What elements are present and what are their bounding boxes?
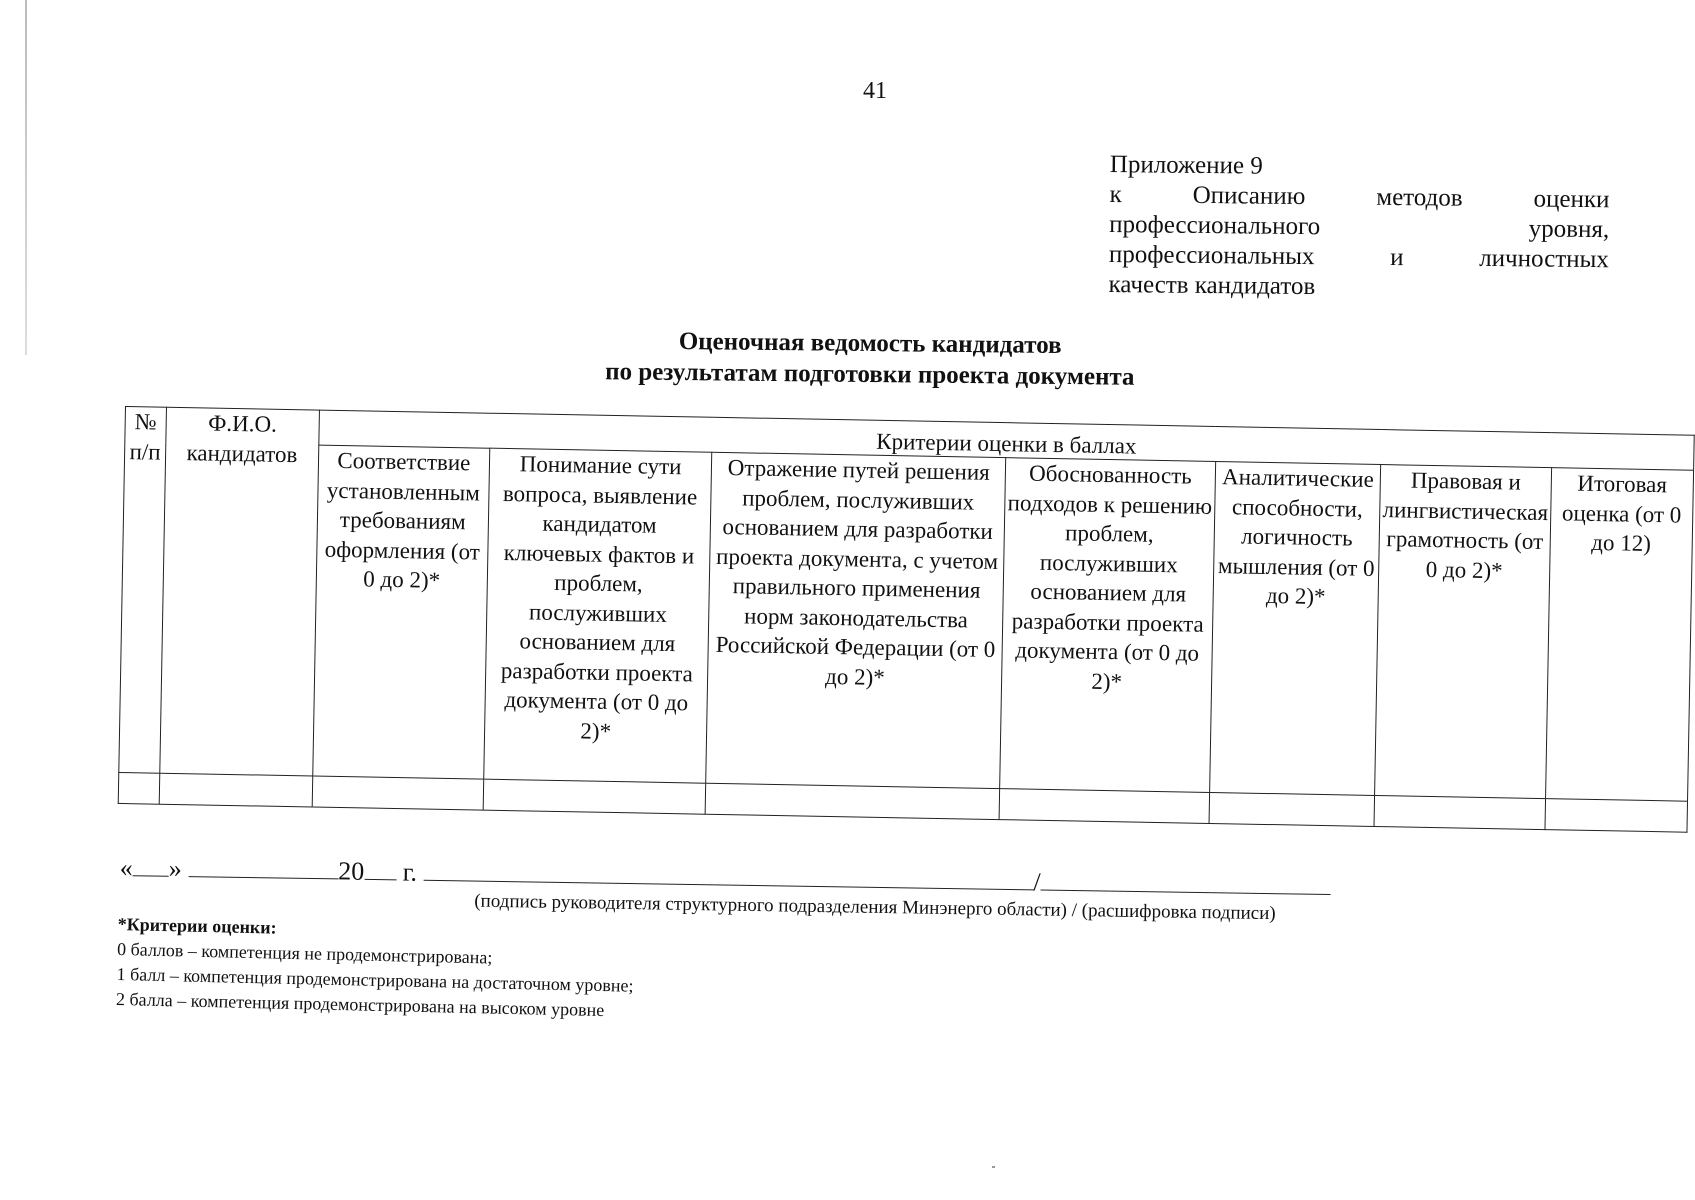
col-name-header: Ф.И.О. кандидатов	[160, 407, 320, 776]
footnote-line: 2 балла – компетенция продемонстрирована на высоком уровне	[115, 988, 605, 1021]
document-subtitle-line: по результатам подготовки проекта документа	[605, 358, 1135, 391]
document-title-line: Оценочная ведомость кандидатов	[678, 327, 1062, 360]
criterion-solutions: Отражение путей решения проблем, послуживших основанием для разработки проекта документа, с учетом правильного применения норм законодательства Российской Федерации (от 0 до 2)*	[706, 452, 1006, 788]
criteria-footnote	[116, 912, 818, 1028]
scan-edge	[25, 0, 27, 355]
appendix-title: Приложение 9	[1109, 150, 1263, 180]
criterion-literacy: Правовая и лингвистическая грамотность (от 0 до 2)*	[1375, 465, 1551, 799]
footnote-line: 1 балл – компетенция продемонстрирована на достаточном уровне;	[116, 963, 634, 996]
footnote-line: 0 баллов – компетенция не продемонстрирована;	[116, 938, 493, 968]
document-title	[440, 323, 1301, 394]
appendix-line: к Описанию методов оценки	[1109, 180, 1610, 214]
signature-slash: /	[1033, 867, 1041, 897]
year-blank[interactable]	[364, 859, 396, 881]
appendix-line: профессионального уровня,	[1109, 210, 1610, 244]
criterion-understanding: Понимание сути вопроса, выявление кандидатом ключевых фактов и проблем, послуживших основанием для разработки проекта документа (от 0 до 2)*	[484, 448, 712, 783]
appendix-line: профессиональных и личностных	[1108, 240, 1610, 274]
year-suffix: г.	[402, 857, 418, 887]
criteria-group-header: Критерии оценки в баллах	[319, 410, 1695, 470]
col-number-header: № п/п	[119, 407, 167, 774]
col-total-header: Итоговая оценка (от 0 до 12)	[1545, 468, 1693, 802]
appendix-line: качеств кандидатов	[1108, 270, 1316, 301]
date-open-quote: «	[119, 853, 133, 883]
criterion-formatting: Соответствие установленным требованиям оформления (от 0 до 2)*	[313, 445, 490, 779]
score-table	[118, 406, 1695, 833]
year-prefix: 20	[338, 856, 365, 886]
month-blank[interactable]	[188, 856, 338, 879]
signature-blank[interactable]	[423, 860, 1033, 891]
signature-caption: (подпись руководителя структурного подразделения Минэнерго области) / (расшифровка подписи)	[474, 890, 1276, 925]
date-close-quote: »	[168, 853, 182, 883]
table-cell[interactable]	[159, 773, 312, 807]
table-cell[interactable]	[705, 783, 999, 819]
table-cell[interactable]	[118, 772, 159, 804]
signature-transcript-blank[interactable]	[1040, 869, 1330, 895]
table-cell[interactable]	[1374, 795, 1545, 829]
table-cell[interactable]	[312, 776, 484, 810]
appendix-block	[1108, 150, 1610, 305]
day-blank[interactable]	[133, 855, 169, 877]
criterion-analytics: Аналитические способности, логичность мышления (от 0 до 2)*	[1209, 461, 1381, 795]
table-cell[interactable]	[999, 789, 1209, 824]
table-cell[interactable]	[1209, 792, 1375, 826]
header-row-criteria	[119, 442, 1694, 802]
table-cell[interactable]	[1545, 799, 1688, 833]
score-table-wrapper	[118, 406, 1695, 833]
scan-dot	[992, 1166, 995, 1168]
table-cell[interactable]	[483, 779, 706, 814]
page-number: 41	[863, 78, 887, 104]
footnote-title: *Критерии оценки:	[117, 913, 277, 938]
criterion-justification: Обоснованность подходов к решению проблем, послуживших основанием для разработки проекта документа (от 0 до 2)*	[1000, 458, 1216, 793]
